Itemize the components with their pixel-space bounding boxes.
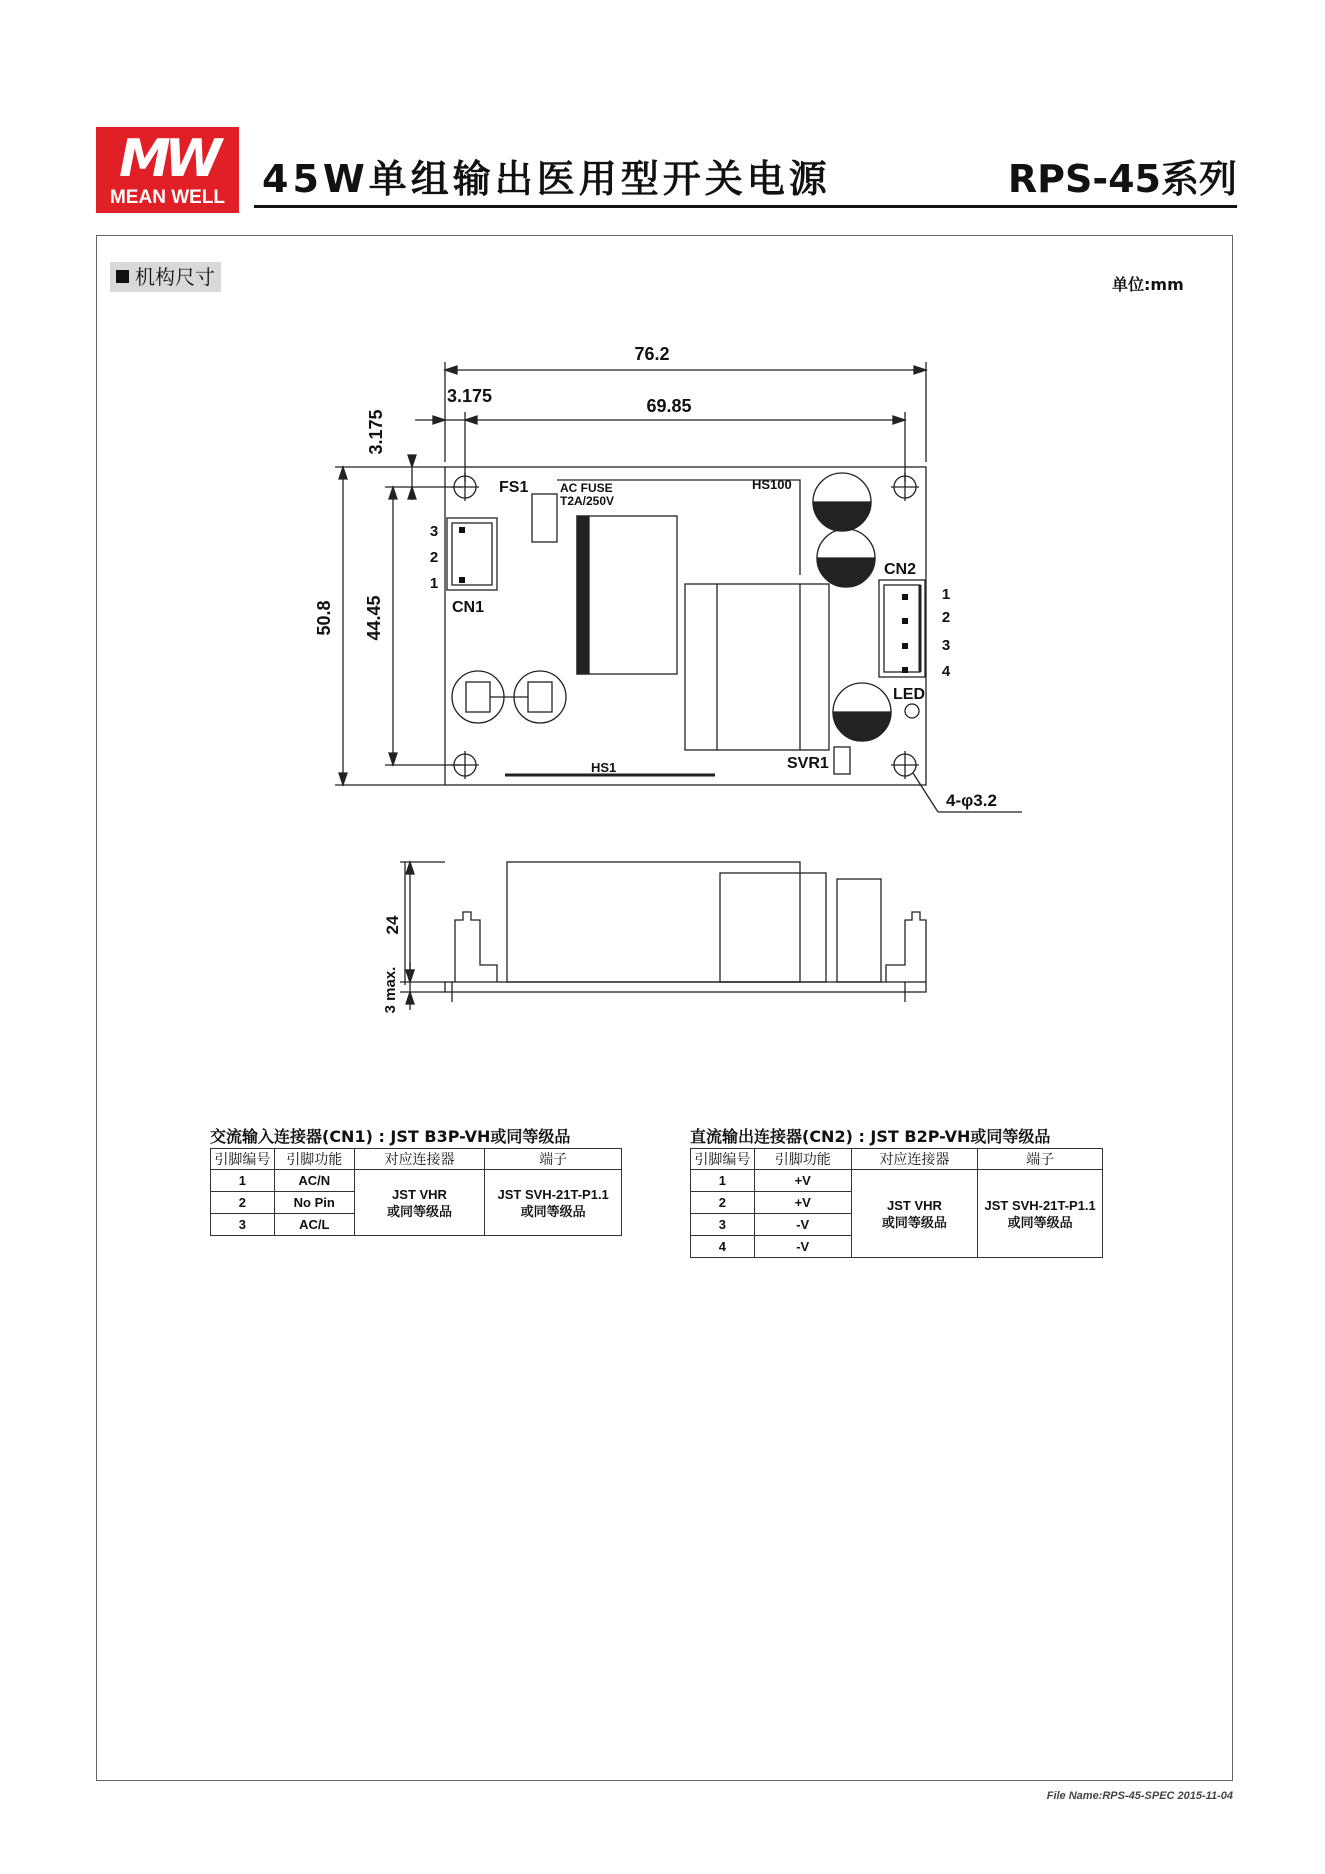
cn1-pin-marker	[459, 527, 465, 533]
cn2-pin-table	[690, 1148, 1103, 1258]
column-header: 端子	[485, 1149, 622, 1170]
column-header: 引脚编号	[691, 1149, 755, 1170]
label-cn2: CN2	[884, 561, 917, 578]
pin-function: -V	[754, 1236, 851, 1258]
label-ac-fuse: AC FUSE	[560, 481, 613, 495]
column-header: 对应连接器	[354, 1149, 485, 1170]
series-title: RPS-45系列	[1007, 157, 1237, 201]
dim-offset-left: 3.175	[447, 386, 493, 406]
pin-function: +V	[754, 1192, 851, 1214]
logo-initials: MW	[118, 129, 217, 189]
cn1-pin-marker	[459, 577, 465, 583]
cn2-pin-marker	[902, 618, 908, 624]
label-led: LED	[893, 686, 925, 703]
terminal-line-1: JST SVH-21T-P1.1	[984, 1197, 1096, 1213]
column-header: 引脚功能	[754, 1149, 851, 1170]
pin-function: AC/L	[274, 1214, 354, 1236]
cn1-table-caption: 交流输入连接器(CN1) : JST B3P-VH或同等级品	[210, 1127, 571, 1146]
label-ac-fuse-rating: T2A/250V	[560, 494, 615, 508]
pin-function: AC/N	[274, 1170, 354, 1192]
terminal-line-2: 或同等级品	[1007, 1214, 1073, 1230]
pin-number: 3	[691, 1214, 755, 1236]
label-hs100: HS100	[752, 477, 792, 492]
pin-number: 4	[691, 1236, 755, 1258]
cn2-pin-label: 1	[941, 586, 951, 603]
pin-function: No Pin	[274, 1192, 354, 1214]
cn1-pin-label: 3	[429, 523, 439, 540]
label-svr1: SVR1	[787, 755, 829, 772]
unit-label: 单位:mm	[1112, 275, 1184, 294]
logo-name: MEAN WELL	[109, 187, 226, 208]
connector-line-1: JST VHR	[392, 1186, 447, 1202]
pin-number: 1	[211, 1170, 275, 1192]
table-header-row	[691, 1149, 1103, 1170]
connector-line-1: JST VHR	[886, 1197, 942, 1213]
cn1-pin-label: 2	[429, 549, 439, 566]
connector-line-2: 或同等级品	[881, 1214, 947, 1230]
label-hs1: HS1	[591, 760, 617, 775]
mating-connector	[354, 1170, 485, 1236]
pin-number: 2	[211, 1192, 275, 1214]
dim-mount-holes: 4-φ3.2	[946, 791, 997, 810]
cn2-pin-label: 3	[941, 637, 951, 654]
pin-number: 1	[691, 1170, 755, 1192]
dim-offset-top: 3.175	[366, 409, 386, 455]
column-header: 引脚功能	[274, 1149, 354, 1170]
cn2-pin-marker	[902, 643, 908, 649]
table-header-row	[211, 1149, 622, 1170]
pin-function: -V	[754, 1214, 851, 1236]
file-name-footer: File Name:RPS-45-SPEC 2015-11-04	[1046, 1790, 1233, 1802]
cn2-pin-label: 2	[941, 609, 951, 626]
terminal	[978, 1170, 1103, 1258]
table-row	[691, 1170, 1103, 1192]
dim-hole-spacing-y: 44.45	[364, 595, 384, 641]
label-fs1: FS1	[499, 479, 529, 496]
cn2-pin-marker	[902, 667, 908, 673]
column-header: 端子	[978, 1149, 1103, 1170]
table-row	[211, 1170, 622, 1192]
dim-side-height: 24	[383, 915, 402, 935]
cn2-table-caption: 直流输出连接器(CN2) : JST B2P-VH或同等级品	[690, 1127, 1051, 1146]
dim-hole-spacing-x: 69.85	[646, 396, 692, 416]
label-cn1: CN1	[452, 599, 485, 616]
pin-number: 2	[691, 1192, 755, 1214]
column-header: 引脚编号	[211, 1149, 275, 1170]
terminal-line-1: JST SVH-21T-P1.1	[497, 1186, 609, 1202]
pin-number: 3	[211, 1214, 275, 1236]
terminal	[485, 1170, 622, 1236]
cn1-pin-table	[210, 1148, 622, 1236]
cn2-pin-marker	[902, 594, 908, 600]
dim-width-overall: 76.2	[634, 344, 670, 364]
section-title: 机构尺寸	[135, 265, 215, 289]
mating-connector	[851, 1170, 978, 1258]
connector-line-2: 或同等级品	[386, 1203, 452, 1219]
dim-height-overall: 50.8	[314, 600, 334, 636]
terminal-line-2: 或同等级品	[520, 1203, 586, 1219]
cn1-pin-label: 1	[429, 575, 439, 592]
page-title: 45W单组输出医用型开关电源	[262, 157, 831, 201]
dim-pin-length: 3 max.	[382, 966, 399, 1014]
cn2-pin-label: 4	[941, 663, 951, 680]
pin-function: +V	[754, 1170, 851, 1192]
column-header: 对应连接器	[851, 1149, 978, 1170]
